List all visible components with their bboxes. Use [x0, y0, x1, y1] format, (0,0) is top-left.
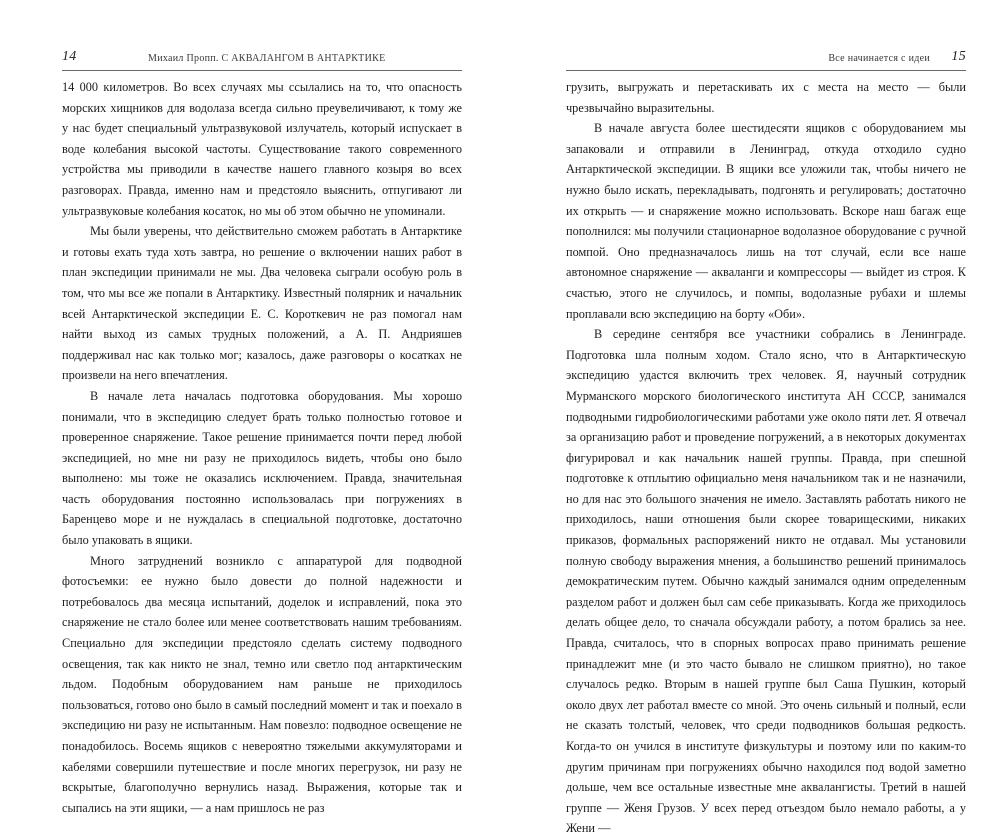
right-page [566, 0, 966, 836]
paragraph: В начале лета началась подготовка оборудования. Мы хорошо понимали, что в экспедицию следует брать только полностью готовое и проверенное снаряжение. Такое решение принимается почти перед любой экспедицией, но мне ни разу не приходилось видеть, чтобы оно было выполнено: мы тоже не оказались исключением. Правда, значительная часть оборудования постоянно использовалась при погружениях в Баренцево море и не нуждалась в специальной подготовке, достаточно было упаковать в ящики. [62, 388, 462, 548]
left-body-text [62, 77, 462, 818]
paragraph: Мы были уверены, что действительно сможем работать в Антарктике и готовы ехать туда хоть завтра, но решение о включении наших работ в план экспедиции принимали не мы. Два человека сыграли особую роль в том, что мы все же попали в Антарктику. Известный полярник и начальник всей Антарктической экспедиции Е. С. Короткевич не раз помогал нам найти выход из самых трудных положений, а А. П. Андрияшев поддерживал нас как только мог; казалось, даже разговоры о косатках не произвели на него впечатления. [62, 224, 462, 383]
paragraph-continuation: грузить, выгружать и перетаскивать их с места на место — были чрезвычайно выразительны. [566, 80, 966, 115]
right-body-text [566, 77, 966, 839]
left-page [62, 0, 462, 815]
left-header-title: Михаил Пропп. С АКВАЛАНГОМ В АНТАРКТИКЕ [148, 53, 386, 64]
right-page-number: 15 [951, 49, 966, 64]
paragraph: В середине сентября все участники собрались в Ленинграде. Подготовка шла полным ходом. Стало ясно, что в Антарктическую экспедицию удастся включить трех человек. Я, научный сотрудник Мурманского морского биологического института АН СССР, занимался подводными гидробиологическими работами уже около пяти лет. Я отвечал за организацию работ и проведение погружений, а в некоторых документах фигурировал и как начальник нашей группы. Правда, при спешной подготовке к отплытию официально меня начальником так и не назначили, но для нас это большого значения не имело. Заставлять работать никого не приходилось, наши отношения были скорее товарищескими, никаких приказов, формальных распоряжений никто не отдавал. Мы установили полную свободу выражения мнения, а большинство решений принималось демократическим путем. Обычно каждый занимался одним определенным разделом работ и должен был сам себе приказывать. Когда же приходилось делать общее дело, то сначала обсуждали работу, а потом брались за нее. Правда, считалось, что в спорных вопросах право принимать решение принадлежит мне (и это часто бывало не слишком приятно), но такое случалось редко. Вторым в нашей группе был Саша Пушкин, который около двух лет работал вместе со мной. Это очень сильный и полный, если не сказать толстый, человек, что среди подводников большая редкость. Когда-то он учился в институте физкультуры и поэтому или по каким-то другим причинам при погружениях обычно находился под водой заметно дольше, чем все остальные известные мне аквалангисты. Третий в нашей группе — Женя Грузов. У всех перед отъездом было немало работы, а у Жени — [566, 327, 966, 836]
left-running-head [62, 49, 462, 71]
left-page-number: 14 [62, 49, 77, 64]
paragraph: 14 000 километров. Во всех случаях мы ссылались на то, что опасность морских хищников для водолаза всегда сильно преувеличивают, к тому же у нас будет специальный ультразвуковой излучатель, который испускает в воде колебания высокой частоты. Существование такого современного устройства мы приводили в качестве нашего главного козыря во всех разговорах. Правда, именно нам и предстояло выяснить, отпугивают ли ультразвуковые колебания косаток, но мы об этом обычно не упоминали. [62, 80, 462, 218]
right-running-head [566, 49, 966, 71]
right-header-title: Все начинается с идеи [828, 53, 930, 64]
paragraph: В начале августа более шестидесяти ящиков с оборудованием мы запаковали и отправили в Ленинград, откуда отходило судно Антарктической экспедиции. В ящики все уложили так, чтобы ничего не нужно было искать, перекладывать, подгонять и регулировать; достаточно их открыть — и снаряжение можно использовать. Вскоре наш багаж еще пополнился: мы получили стационарное водолазное оборудование с ручной помпой. Оно предназначалось лишь на тот случай, если все наше автономное снаряжение — акваланги и компрессоры — выйдет из строя. К счастью, этого не случилось, и помпы, водолазные рубахи и шлемы проплавали всю экспедицию на борту «Оби». [566, 121, 966, 321]
paragraph: Много затруднений возникло с аппаратурой для подводной фотосъемки: ее нужно было довести до полной надежности и потребовалось два месяца испытаний, доделок и исправлений, пока это снаряжение не стало более или менее соответствовать нашим требованиям. Специально для экспедиции предстояло сделать систему подводного освещения, так как никто не знал, темно или светло под антарктическим льдом. Подобным оборудованием нам раньше не приходилось пользоваться, готово оно было в самый последний момент и так и поехало в экспедицию ни разу не испытанным. Нам повезло: подводное освещение не понадобилось. Восемь ящиков с невероятно тяжелыми аккумуляторами и кабелями совершили путешествие и после многих перегрузок, ни разу не вскрытые, благополучно вернулись назад. Выражения, которые так и сыпались на эти ящики, — а нам пришлось не раз [62, 553, 462, 815]
